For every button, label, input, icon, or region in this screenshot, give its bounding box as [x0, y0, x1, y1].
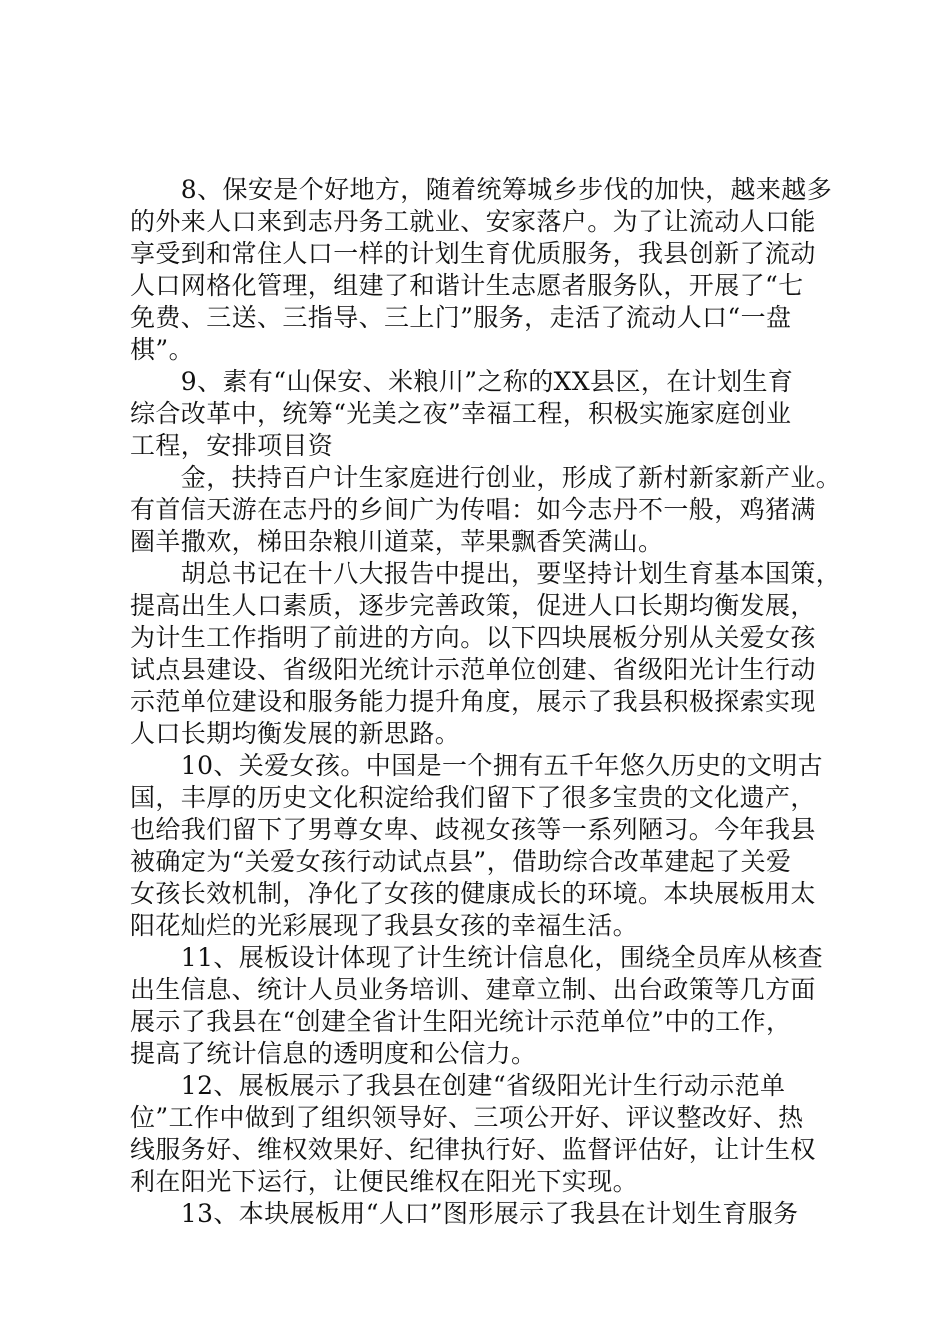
text-line: 示范单位建设和服务能力提升角度，展示了我县积极探索实现 — [130, 687, 816, 716]
text-line: 圈羊撒欢，梯田杂粮川道菜，苹果飘香笑满山。 — [130, 527, 664, 556]
text-line: 出生信息、统计人员业务培训、建章立制、出台政策等几方面 — [130, 975, 816, 1004]
text-line: 被确定为“关爱女孩行动试点县”，借助综合改革建起了关爱 — [130, 847, 792, 876]
text-line: 线服务好、维权效果好、纪律执行好、监督评估好，让计生权 — [130, 1135, 816, 1164]
text-line: 11、展板设计体现了计生统计信息化，围绕全员库从核查 — [130, 943, 824, 972]
text-line: 9、素有“山保安、米粮川”之称的XX县区，在计划生育 — [130, 367, 794, 396]
text-line: 综合改革中，统筹“光美之夜”幸福工程，积极实施家庭创业 — [130, 399, 792, 428]
text-line: 有首信天游在志丹的乡间广为传唱：如今志丹不一般，鸡猪满 — [130, 495, 816, 524]
text-line: 位”工作中做到了组织领导好、三项公开好、评议整改好、热 — [130, 1103, 804, 1132]
text-line: 国，丰厚的历史文化积淀给我们留下了很多宝贵的文化遗产， — [130, 783, 816, 812]
text-line: 试点县建设、省级阳光统计示范单位创建、省级阳光计生行动 — [130, 655, 816, 684]
text-line: 享受到和常住人口一样的计划生育优质服务，我县创新了流动 — [130, 239, 816, 268]
text-line: 8、保安是个好地方，随着统筹城乡步伐的加快，越来越多 — [130, 175, 833, 204]
text-line: 提高了统计信息的透明度和公信力。 — [130, 1039, 537, 1068]
text-line: 利在阳光下运行，让便民维权在阳光下实现。 — [130, 1167, 639, 1196]
text-line: 人口网格化管理，组建了和谐计生志愿者服务队，开展了“七 — [130, 271, 804, 300]
text-line: 13、本块展板用“人口”图形展示了我县在计划生育服务 — [130, 1199, 799, 1228]
text-line: 胡总书记在十八大报告中提出，要坚持计划生育基本国策， — [130, 559, 842, 588]
text-line: 金，扶持百户计生家庭进行创业，形成了新村新家新产业。 — [130, 463, 842, 492]
text-line: 的外来人口来到志丹务工就业、安家落户。为了让流动人口能 — [130, 207, 816, 236]
text-line: 棋”。 — [130, 335, 194, 364]
text-line: 阳花灿烂的光彩展现了我县女孩的幸福生活。 — [130, 911, 639, 940]
text-line: 为计生工作指明了前进的方向。以下四块展板分别从关爱女孩 — [130, 623, 816, 652]
text-line: 提高出生人口素质，逐步完善政策，促进人口长期均衡发展， — [130, 591, 816, 620]
text-line: 工程，安排项目资 — [130, 431, 334, 460]
text-line: 免费、三送、三指导、三上门”服务，走活了流动人口“一盘 — [130, 303, 792, 332]
text-line: 12、展板展示了我县在创建“省级阳光计生行动示范单 — [130, 1071, 786, 1100]
text-line: 女孩长效机制，净化了女孩的健康成长的环境。本块展板用太 — [130, 879, 816, 908]
text-line: 人口长期均衡发展的新思路。 — [130, 719, 461, 748]
text-line: 展示了我县在“创建全省计生阳光统计示范单位”中的工作， — [130, 1007, 792, 1036]
text-line: 10、关爱女孩。中国是一个拥有五千年悠久历史的文明古 — [130, 751, 824, 780]
text-line: 也给我们留下了男尊女卑、歧视女孩等一系列陋习。今年我县 — [130, 815, 816, 844]
